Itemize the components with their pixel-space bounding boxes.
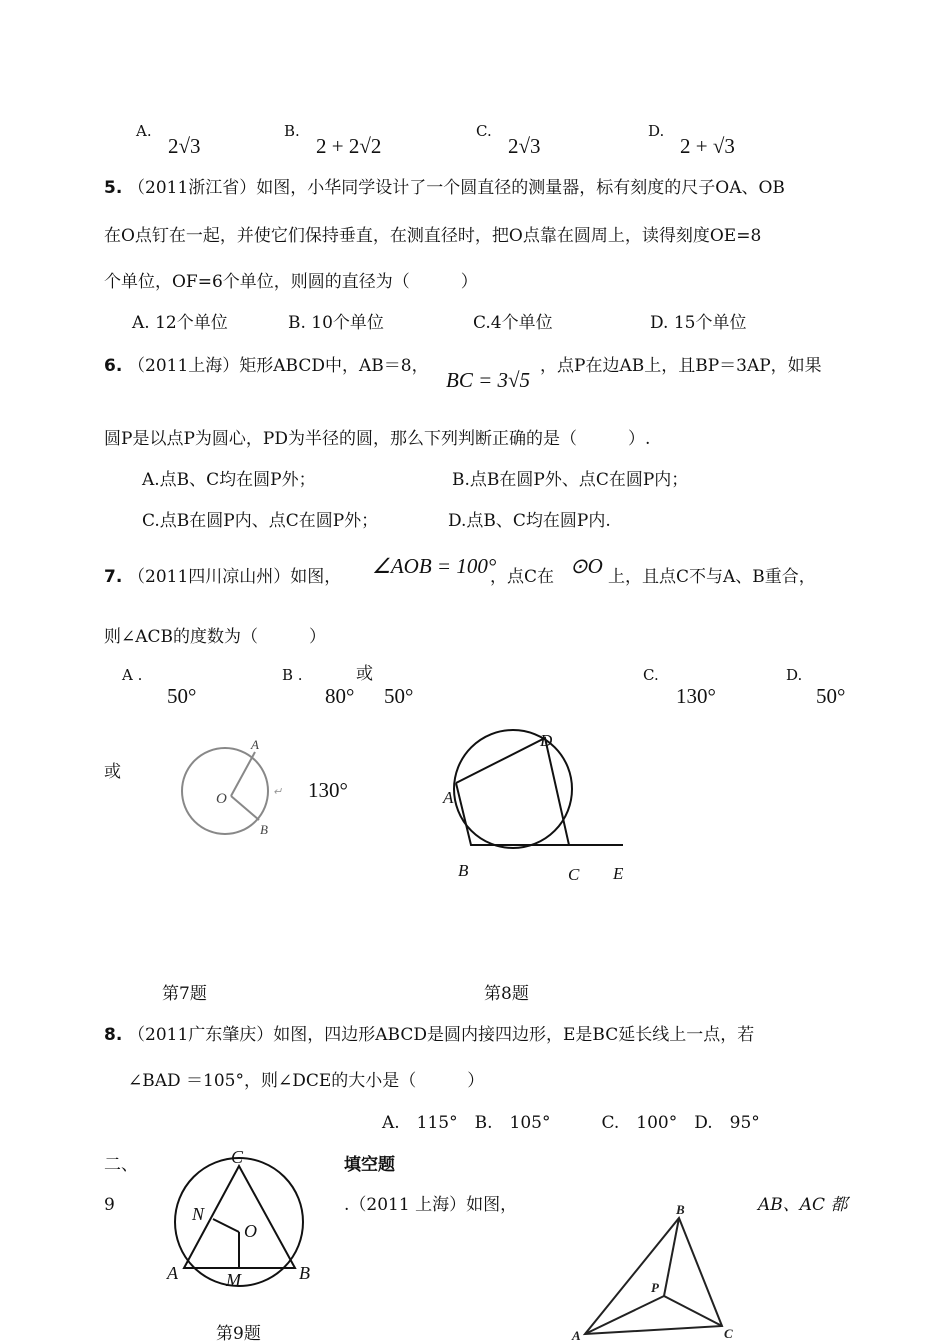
fig7-label-o: O	[216, 791, 227, 807]
fig8-quadrilateral	[456, 738, 569, 845]
q7-number: 7.	[104, 567, 123, 587]
q8-line2: ∠BAD ＝105°，则∠DCE的大小是（ ）	[128, 1071, 485, 1091]
q7-option-c-label: C.	[643, 666, 659, 684]
q4-option-d-label: D.	[648, 122, 665, 140]
q6-option-b: B.点B在圆P外、点C在圆P内；	[452, 470, 689, 490]
q4-option-c-label: C.	[476, 122, 492, 140]
figure-10-triangle-with-point-p	[585, 1218, 722, 1334]
fig10-segment-pb	[664, 1218, 679, 1296]
q7-option-b-label: B .	[282, 666, 303, 684]
q8-line1: （2011广东肇庆）如图，四边形ABCD是圆内接四边形，E是BC延长线上一点，若	[128, 1025, 755, 1045]
q6-bc-expression: BC = 3√5	[446, 368, 531, 392]
q4-option-c-expr: 2√3	[508, 134, 541, 158]
fig7-caption: 第7题	[162, 984, 207, 1004]
fig10-label-c: C	[724, 1326, 733, 1341]
fig8-caption: 第8题	[484, 984, 529, 1004]
fig9-label-c: C	[231, 1147, 244, 1167]
fig9-label-n: N	[192, 1204, 205, 1224]
q6-number: 6.	[104, 356, 123, 376]
fig10-segment-pc	[664, 1296, 722, 1326]
q7-option-d-value2: 130°	[308, 778, 348, 802]
q5-line2: 在O点钉在一起，并使它们保持垂直，在测直径时，把O点靠在圆周上，读得刻度OE=8	[104, 226, 762, 246]
q5-option-a: A. 12个单位	[132, 313, 228, 333]
fig8-label-c: C	[568, 865, 580, 884]
fig10-label-a: A	[572, 1328, 581, 1342]
fig7-label-b: B	[260, 822, 268, 837]
fig7-label-a: A	[251, 737, 259, 752]
q6-line1-part2: ，点P在边AB上，且BP＝3AP，如果	[540, 356, 822, 376]
q7-line1-part3: 上，且点C不与A、B重合，	[608, 567, 816, 587]
q6-option-c: C.点B在圆P内、点C在圆P外；	[142, 511, 379, 531]
fig7-radius-ob	[231, 796, 259, 820]
fig10-triangle	[585, 1218, 722, 1334]
fig8-label-a: A	[443, 788, 454, 807]
fig10-segment-pa	[585, 1296, 664, 1334]
q7-option-d-or: 或	[104, 762, 121, 782]
q7-option-a-label: A .	[122, 666, 143, 684]
q7-option-d-value: 50°	[816, 684, 846, 708]
q5-option-d: D. 15个单位	[650, 313, 747, 333]
q7-option-a-value: 50°	[167, 684, 197, 708]
fig7-radius-oa	[231, 752, 255, 796]
fig10-label-p: P	[651, 1280, 659, 1295]
q7-option-b-or: 或	[356, 664, 373, 684]
fig8-label-e: E	[613, 864, 624, 883]
q7-option-b-value2: 50°	[384, 684, 414, 708]
fig9-segment-no	[213, 1219, 239, 1232]
q5-line3: 个单位，OF=6个单位，则圆的直径为（ ）	[104, 272, 478, 292]
q7-circle-o: ⊙O	[570, 554, 603, 578]
q9-text-tail: AB、AC 都	[758, 1195, 848, 1215]
fig9-caption: 第9题	[216, 1324, 261, 1344]
fig9-label-o: O	[244, 1221, 257, 1241]
q9-number: 9	[104, 1195, 115, 1215]
section-number: 二、	[104, 1155, 138, 1175]
fig8-circle	[454, 730, 572, 848]
q5-number: 5.	[104, 178, 123, 198]
figure-8-cyclic-quadrilateral	[454, 730, 623, 848]
q6-line1-part1: （2011上海）矩形ABCD中，AB＝8，	[128, 356, 429, 376]
q7-line2: 则∠ACB的度数为（ ）	[104, 627, 327, 647]
q7-option-d-label: D.	[786, 666, 803, 684]
q7-angle-expression: ∠AOB = 100°	[372, 554, 497, 578]
q6-line2: 圆P是以点P为圆心，PD为半径的圆，那么下列判断正确的是（ ）.	[104, 429, 651, 449]
fig7-return-mark: ↵	[273, 786, 283, 798]
fig10-label-b: B	[676, 1202, 685, 1217]
q7-line1-part1: （2011四川凉山州）如图，	[128, 567, 342, 587]
q4-option-a-label: A.	[136, 122, 152, 140]
q6-option-d: D.点B、C均在圆P内.	[448, 511, 611, 531]
fig9-label-a: A	[167, 1263, 178, 1283]
q4-option-a-expr: 2√3	[168, 134, 201, 158]
q4-option-b-expr: 2 + 2√2	[316, 134, 382, 158]
q8-options: A. 115° B. 105° C. 100° D. 95°	[382, 1113, 760, 1133]
fig8-label-d: D	[540, 731, 553, 750]
q4-option-d-expr: 2 + √3	[680, 134, 735, 158]
q9-text: .（2011 上海）如图，	[344, 1195, 518, 1215]
q5-option-c: C.4个单位	[473, 313, 553, 333]
q6-option-a: A.点B、C均在圆P外；	[142, 470, 316, 490]
q7-option-c-value: 130°	[676, 684, 716, 708]
section-title: 填空题	[344, 1155, 395, 1175]
fig8-label-b: B	[458, 861, 469, 880]
q8-number: 8.	[104, 1025, 123, 1045]
q7-option-b-value1: 80°	[325, 684, 355, 708]
q5-option-b: B. 10个单位	[288, 313, 384, 333]
fig9-label-m: M	[226, 1270, 241, 1290]
q5-line1: （2011浙江省）如图，小华同学设计了一个圆直径的测量器，标有刻度的尺子OA、OB	[128, 178, 785, 198]
q7-line1-part2: ，点C在	[490, 567, 555, 587]
q4-option-b-label: B.	[284, 122, 300, 140]
fig9-label-b: B	[299, 1263, 310, 1283]
